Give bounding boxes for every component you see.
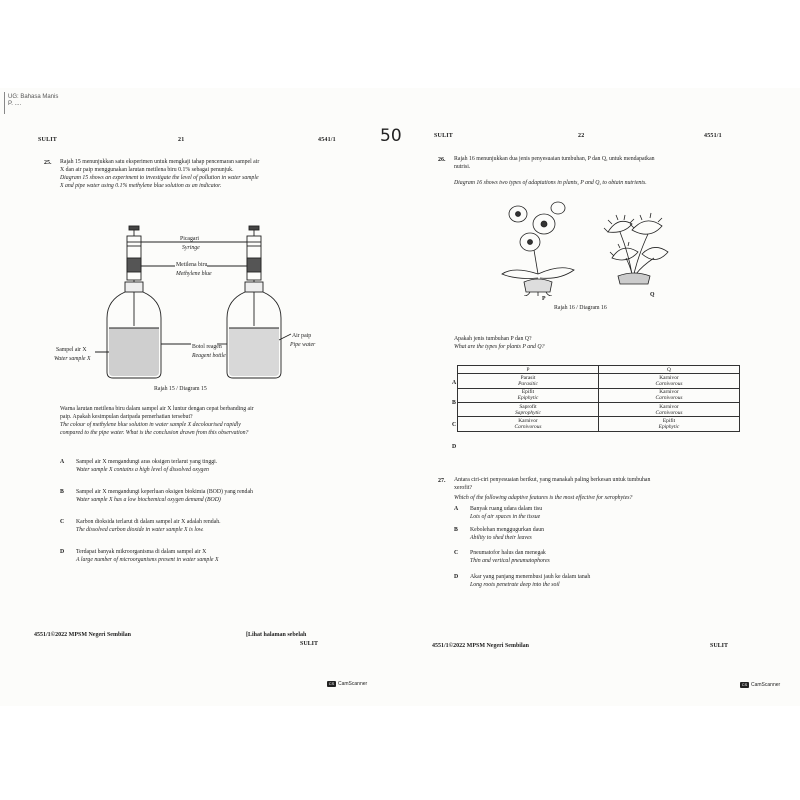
q25-en-line-1: Diagram 15 shows an experiment to investigate the level of pollution in water sample [60,175,259,181]
q26-en-line: Diagram 16 shows two types of adaptations in plants, P and Q, to obtain nutrients. [454,180,647,186]
camscanner-icon: CS [741,682,748,687]
q27-option-a-en: Lots of air spaces in the tissue [470,514,541,520]
q27-en-line: Which of the following adaptive features is the most effective for xerophytes? [454,495,633,501]
left-footer-turn-page: [Lihat halaman sebelah [246,632,307,638]
q27-option-b-ms: Kebolehan menggugurkan daun [470,527,545,533]
flower-3 [551,202,565,214]
cell-ms: Karnivor [659,403,679,410]
label-sample-ms: Sampel air X [56,347,87,353]
camscanner-label: CamScanner [338,681,368,687]
q26-question-en: What are the types for plants P and Q? [454,344,545,350]
right-header-page: 22 [578,133,585,139]
bottle-left-neck [125,282,143,292]
cell-ms: Epifit [521,389,535,396]
q27-option-c-en: Thin and vertical pneumatophores [470,558,550,564]
left-header-sulit: SULIT [38,137,58,143]
q25-option-c-letter[interactable]: C [60,519,65,525]
q27-option-b-letter[interactable]: B [454,527,458,533]
syringe-right-plunger-top [249,226,259,230]
label-methylene-en: Methylene blue [176,271,212,277]
bottle-left-liquid [109,328,159,376]
q27-ms-line-2: xerofit? [454,485,473,491]
q25-ms-line-2: X dan air paip menggunakan larutan metilena biru 0.1% sebagai penunjuk. [60,167,234,173]
cell-en: Epiphytic [517,395,539,402]
q26-option-a-letter[interactable]: A [452,380,457,386]
left-footer-copyright: 4551/1©2022 MPSM Negeri Sembilan [34,632,131,638]
q25-stem-en-1: The colour of methylene blue solution in water sample X decolourised rapidly [60,422,241,428]
q27-option-d-ms: Akar yang panjang menembusi jauh ke dalam tanah [470,574,591,580]
plant-q-label: Q [650,292,655,298]
syringe-right-methylene [247,258,261,272]
camscanner-icon: CS [328,681,335,686]
handwritten-number: 50 [380,126,402,146]
q27-option-a-ms: Banyak ruang udara dalam tisu [470,506,543,512]
q25-option-d-letter[interactable]: D [60,549,65,555]
table-header-p: P [458,366,599,374]
table-cell-q [599,374,740,388]
cell-ms: Karnivor [659,389,679,396]
cell-en: Saprophytic [515,409,541,416]
table-cell-p [458,403,599,417]
cell-en: Carnivorous [514,424,542,431]
trap-1 [608,221,632,232]
q27-option-d-letter[interactable]: D [454,574,459,580]
q26-option-b-letter[interactable]: B [452,400,456,406]
q25-option-d-ms: Terdapat banyak mikroorganisma di dalam sampel air X [76,549,207,555]
plant-p-label: P [542,296,546,302]
cell-ms: Epifit [662,417,676,424]
table-row-c[interactable] [458,403,740,417]
right-footer-copyright: 4551/1©2022 MPSM Negeri Sembilan [432,643,529,649]
trap-4 [642,247,668,259]
q27-number: 27. [438,478,446,484]
table-cell-q [599,417,740,431]
bottle-right-liquid [229,328,279,376]
q25-stem-ms-2: paip. Apakah kesimpulan daripada pemerhatian tersebut? [60,414,193,420]
q25-en-line-2: X and pipe water using 0.1% methylene blue solution as an indicator. [60,183,222,189]
table-cell-p [458,388,599,402]
trap-3 [612,248,638,260]
label-pipe-ms: Air paip [292,333,312,339]
diagram-15-caption: Rajah 15 / Diagram 15 [154,386,207,392]
q25-stem-ms-1: Warna larutan metilena biru dalam sampel air X luntur dengan cepat berbanding air [60,406,254,412]
table-cell-p [458,417,599,431]
syringe-left-plunger-top [129,226,139,230]
q26-number: 26. [438,157,446,163]
label-bottle-en: Reagent bottle [192,353,226,359]
label-bottle-ms: Botol reagen [192,344,222,350]
table-row-a[interactable] [458,374,740,388]
q25-number: 25. [44,160,52,166]
q25-option-c-en: The dissolved carbon dioxide in water sample X is low. [76,527,204,533]
table-cell-p [458,374,599,388]
camscanner-label: CamScanner [751,682,781,688]
table-cell-q [599,403,740,417]
plant-p-orchid-drawing [494,200,580,296]
q25-stem-en-2: compared to the pipe water. What is the conclusion drawn from this observation? [60,430,249,436]
left-header-page: 21 [178,137,185,143]
q26-ms-line-2: nutrisi. [454,164,471,170]
left-camscanner-mark [327,681,367,687]
q25-option-a-en: Water sample X contains a high level of dissolved oxygen [76,467,209,473]
table-row-b[interactable] [458,388,740,402]
q27-option-a-letter[interactable]: A [454,506,459,512]
cell-en: Epiphytic [658,424,680,431]
cell-ms: Karnivor [518,417,538,424]
leaf-left [502,270,538,279]
label-methylene-ms: Metilena biru [176,262,208,268]
q26-option-d-letter[interactable]: D [452,444,457,450]
q27-option-b-en: Ability to shed their leaves [470,535,532,541]
bottle-right-neck [245,282,263,292]
q26-question-ms: Apakah jenis tumbuhan P dan Q? [454,336,532,342]
q26-ms-line-1: Rajah 16 menunjukkan dua jenis penyesuaian tumbuhan, P dan Q, untuk mendapatkan [454,156,655,162]
q26-option-c-letter[interactable]: C [452,422,457,428]
leaf-right [538,268,574,279]
scan-edge-line [4,92,5,114]
diagram-16-caption: Rajah 16 / Diagram 16 [554,305,607,311]
scan-top-note [8,94,58,108]
q26-options-table [457,365,740,432]
right-header-sulit: SULIT [434,133,454,139]
soil [618,273,650,284]
table-header-row [458,366,740,374]
table-cell-q [599,388,740,402]
table-header-q: Q [599,366,740,374]
q27-ms-line-1: Antara ciri-ciri penyesuaian berikut, yang manakah paling berkesan untuk tumbuhan [454,477,651,483]
q25-option-d-en: A large number of microorganisms present in water sample X [76,557,219,563]
label-syringe-ms: Picagari [180,236,199,242]
q25-option-c-ms: Karbon dioksida terlarut di dalam sampel air X adalah rendah. [76,519,221,525]
q27-option-d-en: Long roots penetrate deep into the soil [470,582,560,588]
q25-option-b-letter[interactable]: B [60,489,64,495]
label-syringe-en: Syringe [182,245,200,251]
q27-option-c-letter[interactable]: C [454,550,459,556]
bark [524,279,552,292]
cell-en: Carnivorous [655,409,683,416]
label-sample-en: Water sample X [54,356,91,362]
syringe-left-methylene [127,258,141,272]
right-camscanner-mark [740,682,780,688]
q25-ms-line-1: Rajah 15 menunjukkan satu eksperimen untuk mengkaji tahap pencemaran sampel air [60,159,260,165]
cell-ms: Karnivor [659,374,679,381]
cell-en: Parasitic [518,380,538,387]
q25-option-b-ms: Sampel air X mengandungi keperluan oksigen biokimia (BOD) yang rendah [76,489,253,495]
plant-q-venus-flytrap-drawing [598,212,674,288]
cell-en: Carnivorous [655,395,683,402]
label-pipe-en: Pipe water [290,342,316,348]
q25-option-a-letter[interactable]: A [60,459,65,465]
right-header-code: 4551/1 [704,133,722,139]
q27-option-c-ms: Pneumatofor halus dan menegak [470,550,546,556]
top-note-2: P. .... [8,101,22,107]
cell-ms: Saprofit [519,403,537,410]
left-header-code: 4541/1 [318,137,336,143]
left-footer-sulit: SULIT [300,641,319,647]
q25-option-b-en: Water sample X has a low biochemical oxygen demand (BOD) [76,497,221,503]
cell-ms: Parasit [520,374,536,381]
q25-option-a-ms: Sampel air X mengandungi aras oksigen terlarut yang tinggi. [76,459,218,465]
right-footer-sulit: SULIT [710,643,729,649]
trap-2 [632,221,662,234]
table-row-d[interactable] [458,417,740,431]
cell-en: Carnivorous [655,380,683,387]
top-note-1: UG: Bahasa Manis [8,94,59,100]
